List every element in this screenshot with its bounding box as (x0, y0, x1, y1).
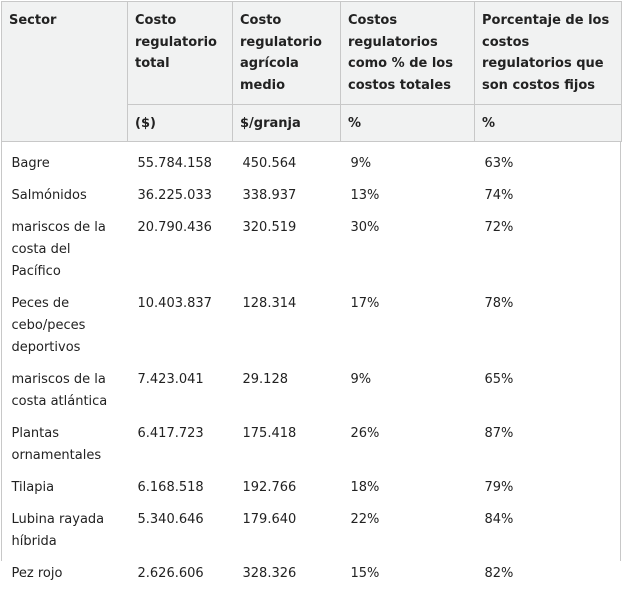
cell-cost-percent: 22% (341, 509, 475, 563)
cell-mean-farm-cost: 128.314 (233, 293, 341, 369)
cell-sector: mariscos de la costa del Pacífico (2, 217, 128, 293)
cell-fixed-cost-percent: 65% (475, 369, 622, 423)
cell-mean-farm-cost: 338.937 (233, 185, 341, 217)
header-row (2, 2, 622, 105)
cell-mean-farm-cost: 450.564 (233, 142, 341, 186)
cell-sector: Bagre (2, 142, 128, 186)
cell-mean-farm-cost: 179.640 (233, 509, 341, 563)
header-mean-farm-cost: Costo regulatorio agrícola medio (233, 2, 341, 105)
header-sector: Sector (2, 2, 128, 142)
cell-cost-percent: 15% (341, 563, 475, 595)
table-row (2, 423, 622, 477)
cell-fixed-cost-percent: 74% (475, 185, 622, 217)
regulatory-cost-table (1, 1, 622, 595)
cell-sector: mariscos de la costa atlántica (2, 369, 128, 423)
cell-total-cost: 6.417.723 (128, 423, 233, 477)
table-row (2, 293, 622, 369)
table-row (2, 477, 622, 509)
cell-sector: Pez rojo (2, 563, 128, 595)
cell-total-cost: 2.626.606 (128, 563, 233, 595)
cell-cost-percent: 18% (341, 477, 475, 509)
cell-fixed-cost-percent: 84% (475, 509, 622, 563)
cell-cost-percent: 9% (341, 369, 475, 423)
cell-total-cost: 7.423.041 (128, 369, 233, 423)
cell-fixed-cost-percent: 72% (475, 217, 622, 293)
cell-fixed-cost-percent: 87% (475, 423, 622, 477)
unit-cost-percent: % (341, 105, 475, 142)
table-row (2, 563, 622, 595)
cell-sector: Tilapia (2, 477, 128, 509)
cell-fixed-cost-percent: 78% (475, 293, 622, 369)
cell-cost-percent: 17% (341, 293, 475, 369)
cell-cost-percent: 26% (341, 423, 475, 477)
cell-fixed-cost-percent: 63% (475, 142, 622, 186)
cell-cost-percent: 13% (341, 185, 475, 217)
cell-cost-percent: 9% (341, 142, 475, 186)
cell-sector: Salmónidos (2, 185, 128, 217)
cell-total-cost: 55.784.158 (128, 142, 233, 186)
unit-mean-farm-cost: $/granja (233, 105, 341, 142)
cell-total-cost: 6.168.518 (128, 477, 233, 509)
cell-mean-farm-cost: 29.128 (233, 369, 341, 423)
cell-mean-farm-cost: 192.766 (233, 477, 341, 509)
cell-fixed-cost-percent: 79% (475, 477, 622, 509)
cell-cost-percent: 30% (341, 217, 475, 293)
header-total-cost: Costo regulatorio total (128, 2, 233, 105)
table-row (2, 185, 622, 217)
table-row (2, 217, 622, 293)
cell-sector: Lubina rayada híbrida (2, 509, 128, 563)
table-row (2, 142, 622, 186)
cell-total-cost: 36.225.033 (128, 185, 233, 217)
table-body (2, 142, 622, 595)
cell-mean-farm-cost: 320.519 (233, 217, 341, 293)
header-cost-percent: Costos regulatorios como % de los costos totales (341, 2, 475, 105)
cell-mean-farm-cost: 175.418 (233, 423, 341, 477)
cell-mean-farm-cost: 328.326 (233, 563, 341, 595)
cell-total-cost: 5.340.646 (128, 509, 233, 563)
table-row (2, 509, 622, 563)
unit-fixed-cost-percent: % (475, 105, 622, 142)
cell-total-cost: 10.403.837 (128, 293, 233, 369)
cell-total-cost: 20.790.436 (128, 217, 233, 293)
cell-sector: Peces de cebo/peces deportivos (2, 293, 128, 369)
unit-total-cost: ($) (128, 105, 233, 142)
table-row (2, 369, 622, 423)
header-fixed-cost-percent: Porcentaje de los costos regulatorios que son costos fijos (475, 2, 622, 105)
cell-fixed-cost-percent: 82% (475, 563, 622, 595)
cell-sector: Plantas ornamentales (2, 423, 128, 477)
